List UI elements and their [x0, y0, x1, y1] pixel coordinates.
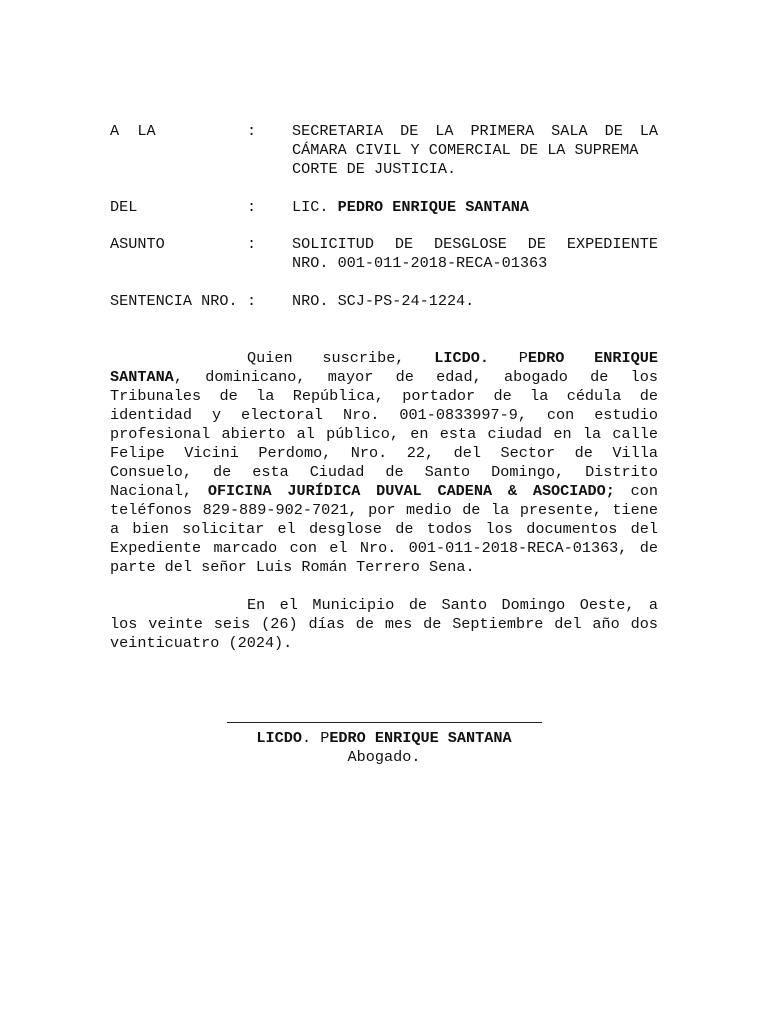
signature-initial: . P: [301, 729, 330, 747]
header-from-value: [292, 198, 658, 217]
paragraph-line: parte del señor Luis Román Terrero Sena.: [110, 558, 475, 576]
paragraph-line: Tribunales de la República, portador de la cédula de: [110, 387, 658, 405]
header-from-colon: :: [247, 198, 257, 216]
body-paragraph-1: [110, 349, 658, 577]
paragraph-line: identidad y electoral Nro. 001-0833997-9, con estudio: [110, 406, 658, 424]
header-subject-label: ASUNTO: [110, 235, 165, 253]
paragraph-line: profesional abierto al público, en esta ciudad en la calle: [110, 425, 658, 443]
header-sentence-value: NRO. SCJ-PS-24-1224.: [292, 292, 475, 310]
paragraph-line: Felipe Vicini Perdomo, Nro. 22, del Sector de Villa: [110, 444, 658, 462]
paragraph-line: a bien solicitar el desglose de todos los documentos del: [110, 520, 658, 538]
signature-name: [110, 729, 658, 748]
paragraph-line: Consuelo, de esta Ciudad de Santo Domingo, Distrito: [110, 463, 658, 481]
paragraph-text: P: [518, 349, 528, 367]
header-from-label: DEL: [110, 198, 138, 216]
header-from-prefix: LIC.: [292, 198, 329, 216]
header-subject-colon: :: [247, 235, 257, 253]
header-to-value: [292, 122, 658, 179]
header-to-line: CORTE DE JUSTICIA.: [292, 160, 457, 178]
paragraph-text: Quien suscribe,: [247, 349, 405, 367]
header-to-label: A LA: [110, 122, 156, 140]
signature-title: Abogado.: [347, 748, 421, 766]
paragraph-text: En el Municipio de Santo Domingo Oeste, a: [247, 596, 658, 614]
paragraph-line: [110, 596, 658, 615]
header-sentence-label: SENTENCIA NRO.: [110, 292, 238, 310]
header-sentence-colon: :: [247, 292, 257, 310]
paragraph-text: con: [630, 482, 658, 500]
paragraph-text: Nacional,: [110, 482, 193, 500]
signature-licdo: LICDO: [256, 729, 302, 747]
header-subject-line: NRO. 001-011-2018-RECA-01363: [292, 254, 548, 272]
paragraph-line: teléfonos 829-889-902-7021, por medio de la presente, tiene: [110, 501, 658, 519]
header-to-line: CÁMARA CIVIL Y COMERCIAL DE LA SUPREMA: [292, 141, 639, 159]
header-to-colon: :: [247, 122, 257, 140]
body-paragraph-2: [110, 596, 658, 653]
header-to-line: SECRETARIA DE LA PRIMERA SALA DE LA: [292, 122, 658, 140]
signature-fullname: EDRO ENRIQUE SANTANA: [329, 729, 512, 747]
paragraph-text: , dominicano, mayor de edad, abogado de los: [173, 368, 658, 386]
name-bold: SANTANA: [110, 368, 174, 386]
paragraph-line: Expediente marcado con el Nro. 001-011-2018-RECA-01363, de: [110, 539, 658, 557]
paragraph-line: [110, 482, 658, 501]
header-from-name: PEDRO ENRIQUE SANTANA: [337, 198, 529, 216]
licdo-bold: LICDO.: [434, 349, 489, 367]
header-subject-value: [292, 235, 658, 273]
paragraph-line: [110, 368, 658, 387]
name-bold: EDRO ENRIQUE: [527, 349, 658, 367]
header-subject-line: SOLICITUD DE DESGLOSE DE EXPEDIENTE: [292, 235, 658, 253]
paragraph-line: los veinte seis (26) días de mes de Septiembre del año dos: [110, 615, 658, 633]
paragraph-line: veinticuatro (2024).: [110, 634, 293, 652]
paragraph-line: [110, 349, 658, 368]
office-name-bold: OFICINA JURÍDICA DUVAL CADENA & ASOCIADO;: [207, 482, 615, 500]
signature-line: [227, 722, 542, 723]
